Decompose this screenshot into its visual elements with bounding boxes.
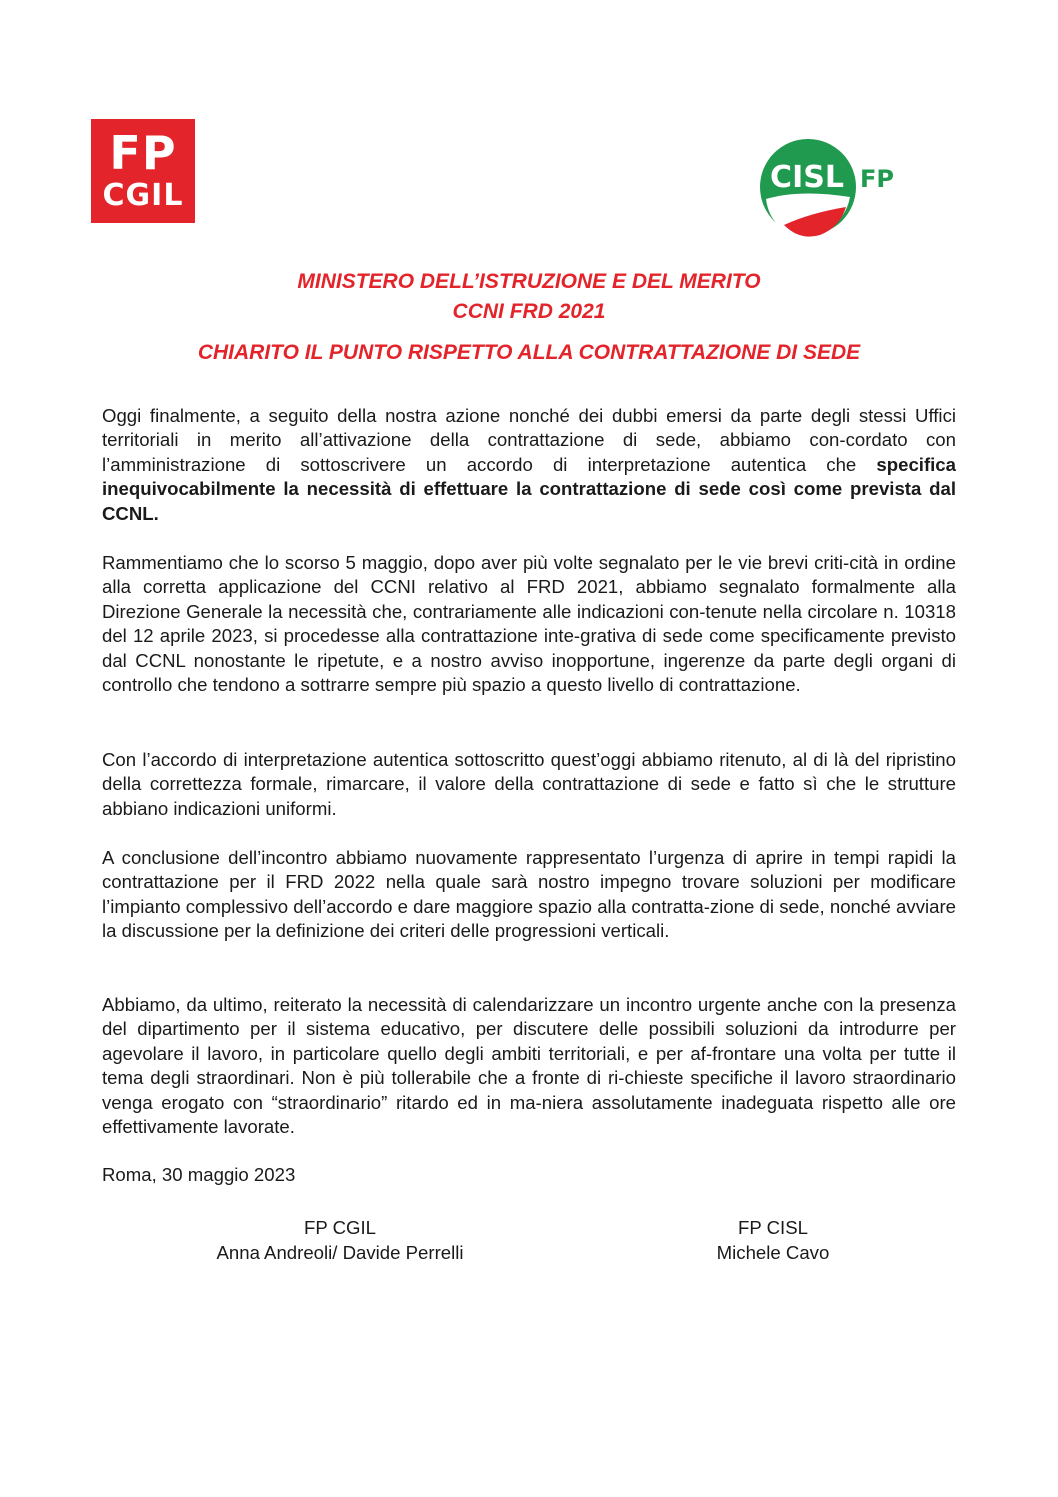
signature-right-org: FP CISL <box>738 1217 808 1238</box>
signature-fp-cgil <box>180 1215 500 1265</box>
paragraph-1 <box>102 404 956 526</box>
signature-left-org: FP CGIL <box>304 1217 376 1238</box>
paragraph-5: Abbiamo, da ultimo, reiterato la necessità di calendarizzare un incontro urgente anche con la presenza del dipartimento per il sistema educativo, per discutere delle possibili soluzioni da introdurre per agevolare il lavoro, in particolare quello degli ambiti territoriali, e per af-frontare una volta per tutte il tema degli straordinari. Non è più tollerabile che a fronte di ri-chieste specifiche il lavoro straordinario venga erogato con “straordinario” ritardo ed in ma-niera assolutamente inadeguata rispetto alle ore effettivamente lavorate. <box>102 994 956 1138</box>
heading-ministry: MINISTERO DELL’ISTRUZIONE E DEL MERITO <box>297 270 761 293</box>
cisl-logo-fp-text: FP <box>860 165 894 193</box>
paragraph-1-bold: specifica inequivocabilmente la necessità di effettuare la contrattazione di sede così come prevista dal CCNL. <box>102 453 956 524</box>
cisl-logo-text: CISL <box>770 160 844 195</box>
date-line: Roma, 30 maggio 2023 <box>102 1164 296 1185</box>
fp-cgil-logo <box>91 119 195 223</box>
signature-right-names: Michele Cavo <box>716 1242 830 1263</box>
paragraph-2: Rammentiamo che lo scorso 5 maggio, dopo aver più volte segnalato per le vie brevi criti-cità in ordine alla corretta applicazione del CCNI relativo al FRD 2021, abbiamo segnalato formalmente alla Direzione Generale la necessità che, contrariamente alle indicazioni con-tenute nella circolare n. 10318 del 12 aprile 2023, si procedesse alla contrattazione inte-grativa di sede come specificamente previsto dal CCNL nonostante le ripetute, e a nostro avviso inopportune, ingerenze da parte degli organi di controllo che tendono a sottrarre sempre più spazio a questo livello di contrattazione. <box>102 552 956 696</box>
signature-fp-cisl <box>680 1215 866 1265</box>
heading-subject: CHIARITO IL PUNTO RISPETTO ALLA CONTRATTAZIONE DI SEDE <box>197 341 861 364</box>
heading-ccni: CCNI FRD 2021 <box>452 300 606 323</box>
fp-cgil-logo-fp: FP <box>109 126 177 180</box>
cisl-fp-logo <box>760 137 910 239</box>
paragraph-3: Con l’accordo di interpretazione autentica sottoscritto quest’oggi abbiamo ritenuto, al di là del ripristino della correttezza formale, rimarcare, il valore della contrattazione di sede e fatto sì che le strutture abbiano indicazioni uniformi. <box>102 749 956 819</box>
signature-left-names: Anna Andreoli/ Davide Perrelli <box>216 1242 464 1263</box>
cisl-fp-logo-graphic <box>760 137 910 239</box>
paragraph-1-text: Oggi finalmente, a seguito della nostra azione nonché dei dubbi emersi da parte degli stessi Uffici territoriali in merito all’attivazione della contrattazione di sede, abbiamo con-cordato con l’amministrazione di sottoscrivere un accordo di interpretazione autentica che <box>102 405 956 475</box>
paragraph-4: A conclusione dell’incontro abbiamo nuovamente rappresentato l’urgenza di aprire in tempi rapidi la contrattazione per il FRD 2022 nella quale sarà nostro impegno trovare soluzioni per modificare l’impianto complessivo dell’accordo e dare maggiore spazio alla contratta-zione di sede, nonché avviare la discussione per la definizione dei criteri delle progressioni verticali. <box>102 847 956 942</box>
fp-cgil-logo-cgil: CGIL <box>102 178 184 213</box>
